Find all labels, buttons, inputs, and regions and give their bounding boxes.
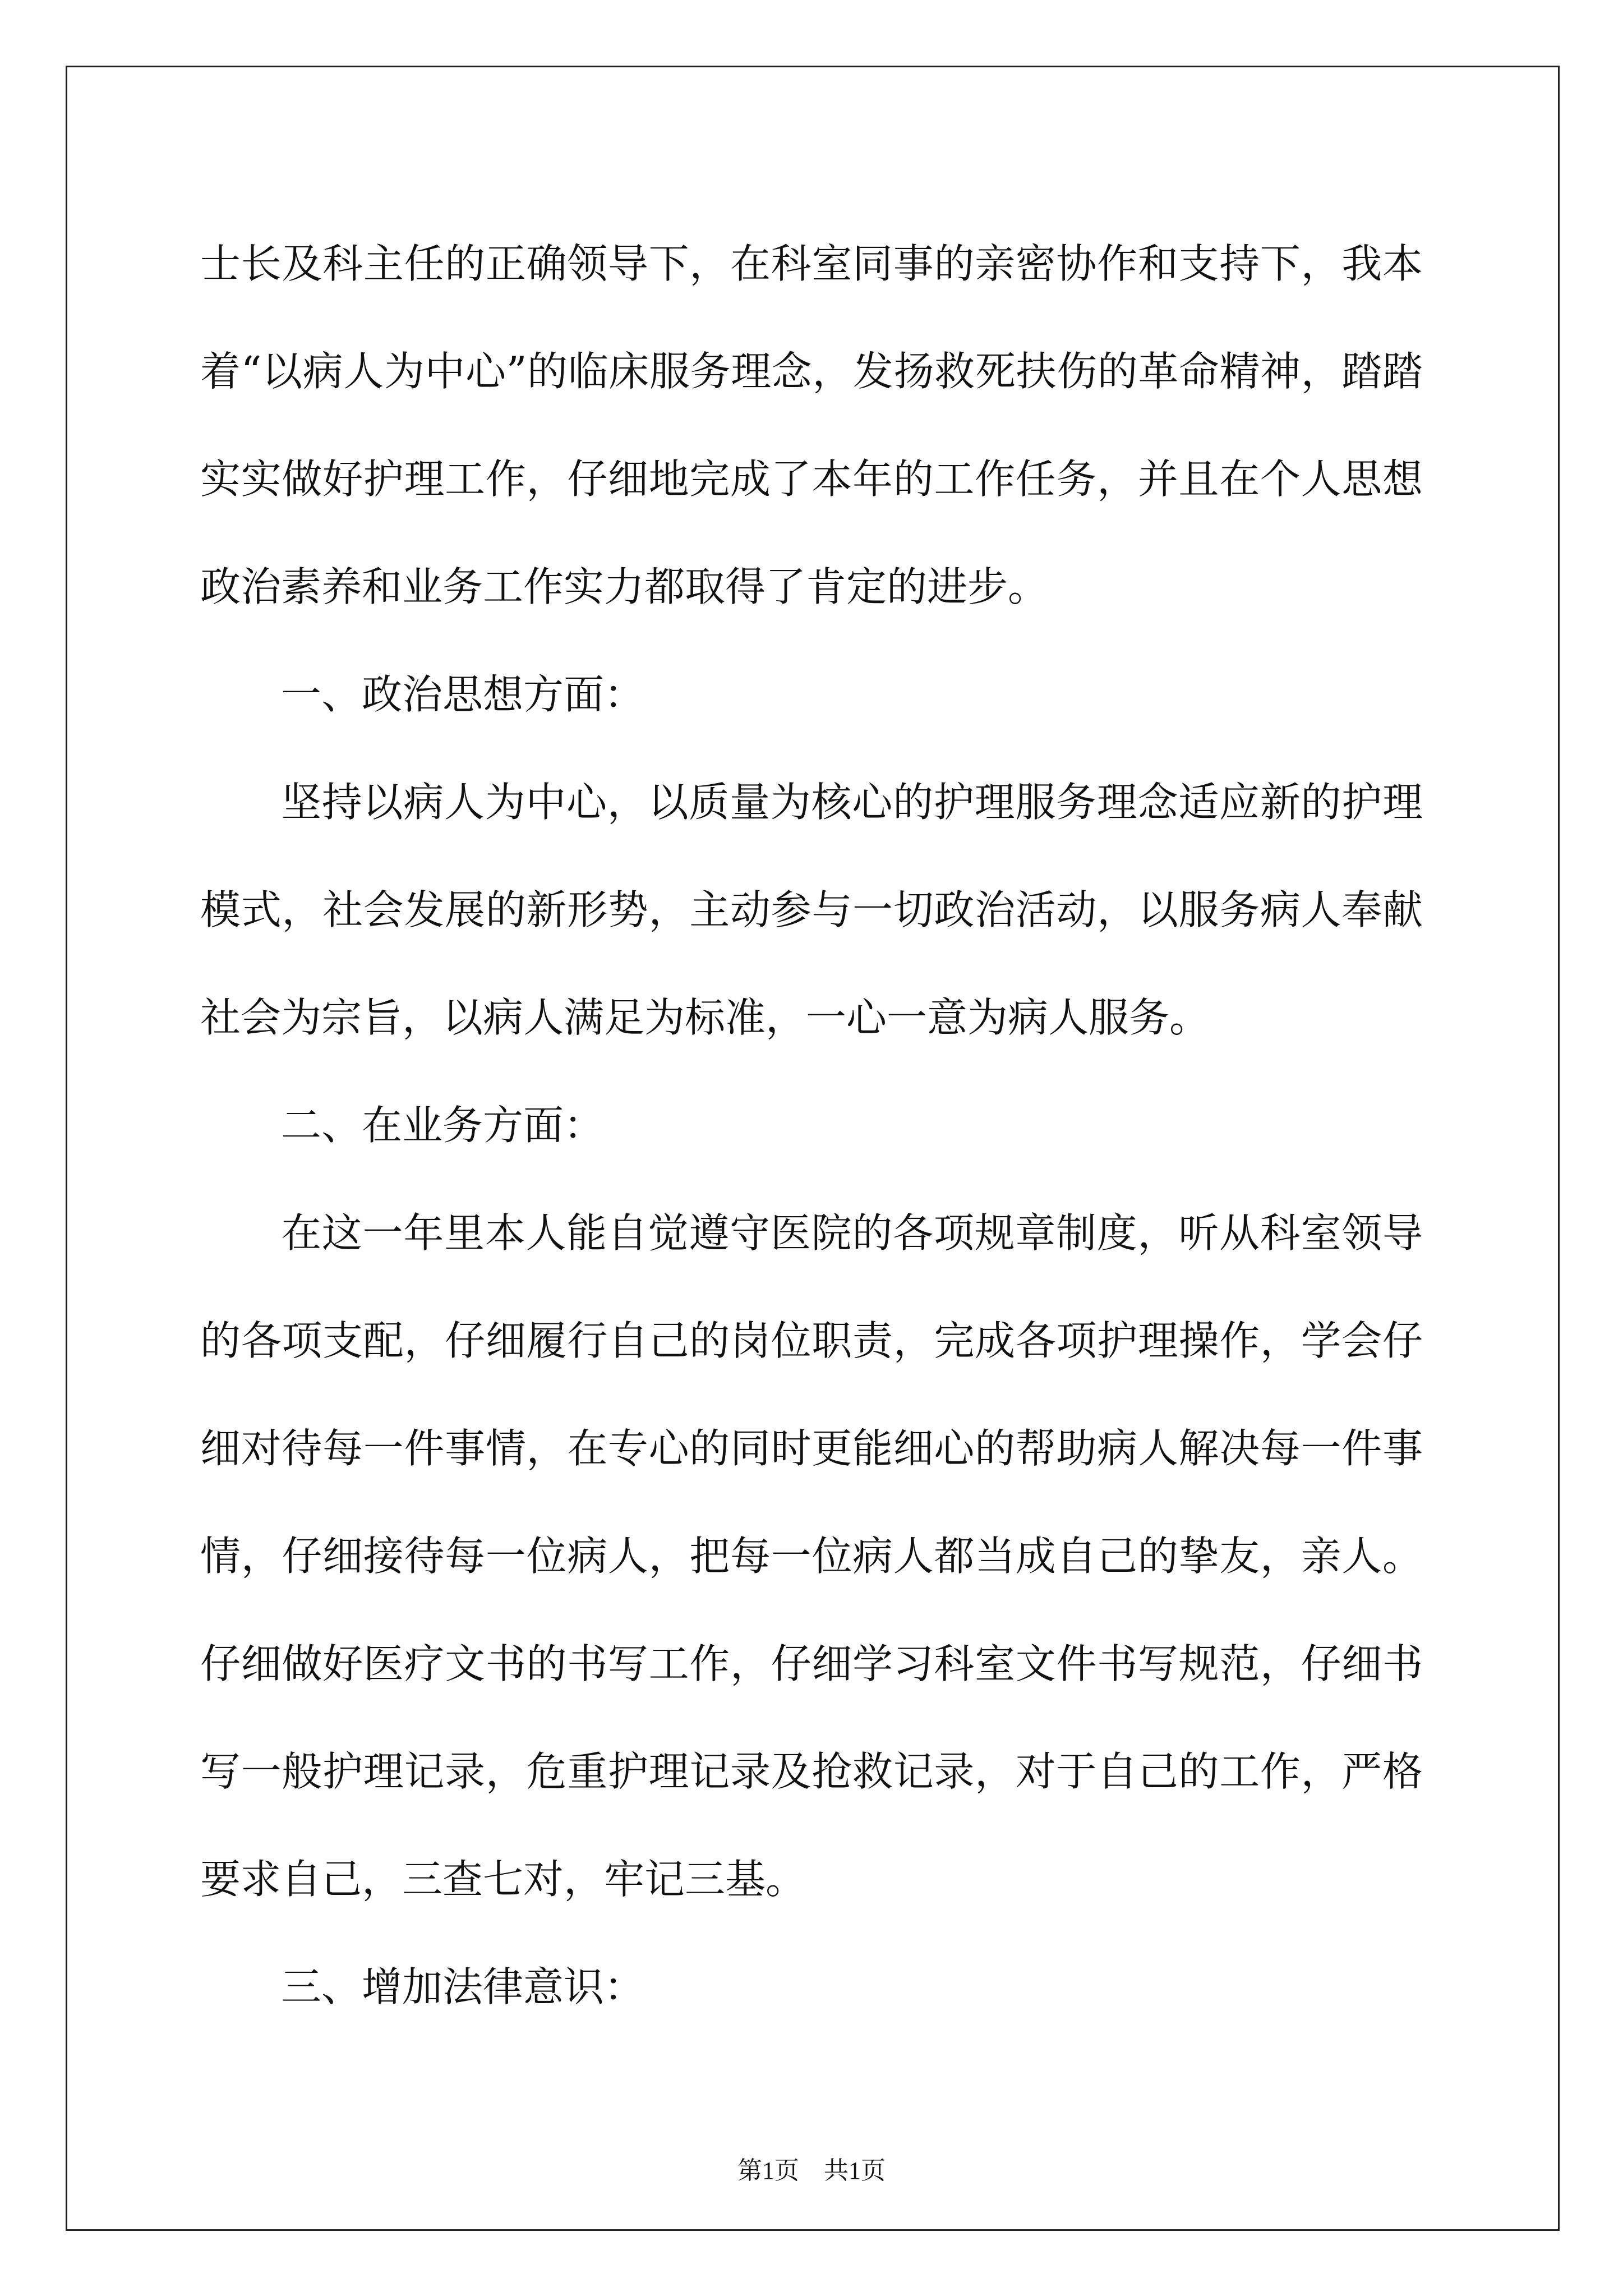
paragraph-business: 在这一年里本人能自觉遵守医院的各项规章制度，听从科室领导的各项支配，仔细履行自己的岗位职责，完成各项护理操作，学会仔细对待每一件事情，在专心的同时更能细心的帮助病人解决每一件事情，仔细接待每一位病人，把每一位病人都当成自己的挚友，亲人。仔细做好医疗文书的书写工作，仔细学习科室文件书写规范，仔细书写一般护理记录，危重护理记录及抢救记录，对于自己的工作，严格要求自己，三查七对，牢记三基。: [200, 1209, 1423, 1903]
page-number-footer: 第1页 共1页: [737, 2157, 886, 2184]
document-body: [200, 210, 1423, 2041]
heading-business: 二、在业务方面：: [281, 1102, 605, 1149]
paragraph-intro-continuation: 士长及科主任的正确领导下，在科室同事的亲密协作和支持下，我本着“以病人为中心”的临床服务理念，发扬救死扶伤的革命精神，踏踏实实做好护理工作，仔细地完成了本年的工作任务，并且在个人思想政治素养和业务工作实力都取得了肯定的进步。: [200, 240, 1423, 610]
paragraph-political-thought: 坚持以病人为中心，以质量为核心的护理服务理念适应新的护理模式，社会发展的新形势，主动参与一切政治活动，以服务病人奉献社会为宗旨，以病人满足为标准，一心一意为病人服务。: [200, 779, 1423, 1041]
heading-legal-awareness: 三、增加法律意识：: [281, 1963, 645, 2010]
heading-political-thought: 一、政治思想方面：: [281, 671, 645, 718]
